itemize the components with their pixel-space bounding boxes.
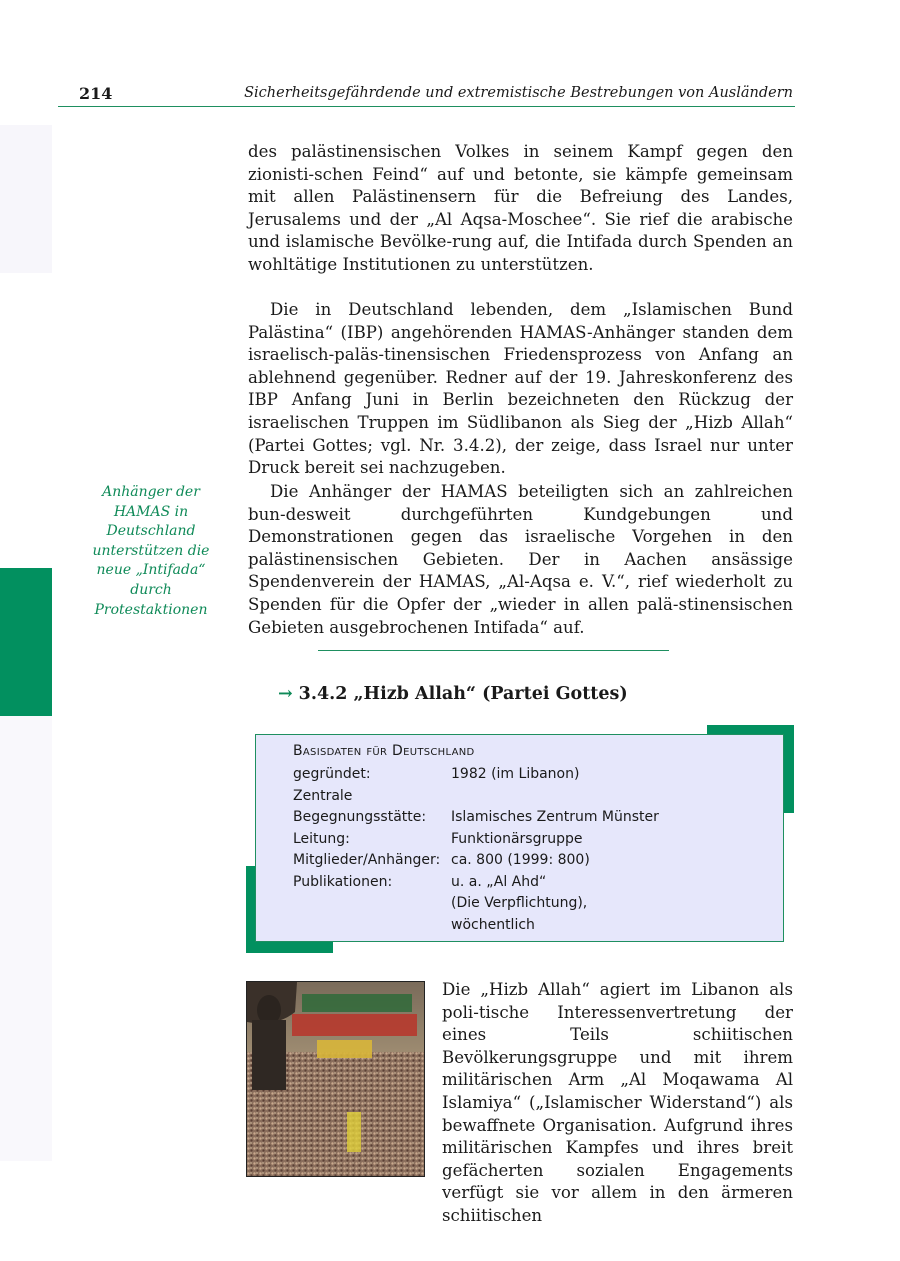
paragraph-2: Die in Deutschland lebenden, dem „Islamischen Bund Palästina“ (IBP) angehörenden HAMAS-Anhänger standen dem israelisch-paläs-tinensischen Friedensprozess von Anfang an ablehnend gegenüber. Redner auf der 19. Jahreskonferenz des IBP Anfang Juni in Berlin bezeichneten den Rückzug der israelischen Truppen im Südlibanon als Sieg der „Hizb Allah“ (Partei Gottes; vgl. Nr. 3.4.2), der zeige, dass Israel nur unter Druck bereit sei nachzugeben.: [248, 300, 793, 478]
row-value: ca. 800 (1999: 800): [451, 852, 590, 868]
basic-data-box: [255, 734, 784, 942]
row-label: Mitglieder/Anhänger:: [293, 852, 441, 868]
running-title: Sicherheitsgefährdende und extremistische Bestrebungen von Ausländern: [244, 85, 793, 101]
row-label: Leitung:: [293, 830, 350, 847]
rally-photo: [246, 981, 425, 1177]
row-label: gegründet:: [293, 766, 371, 782]
row-value: 1982 (im Libanon): [451, 766, 580, 782]
margin-strip-bottom: [0, 716, 52, 1161]
page-number: 214: [79, 84, 113, 103]
paragraph-3: Die Anhänger der HAMAS beteiligten sich an zahlreichen bun-desweit durchgeführten Kundgebungen und Demonstrationen gegen das israelische Vorgehen in den palästinensischen Gebieten. Der in Aachen ansässige Spendenverein der HAMAS, „Al-Aqsa e. V.“, rief wiederholt zu Spenden für die Opfer der „wieder in allen palä-stinensischen Gebieten ausgebrochenen Intifada“ auf.: [248, 482, 793, 637]
row-value: (Die Verpflichtung),: [451, 895, 588, 911]
header-divider: [58, 106, 795, 107]
box-title: Basisdaten für Deutschland: [293, 743, 475, 759]
crowd-image: [247, 982, 425, 1177]
row-value: Islamisches Zentrum Münster: [451, 809, 659, 825]
section-heading: [278, 684, 628, 704]
row-value: wöchentlich: [451, 916, 535, 933]
row-value: Funktionärsgruppe: [451, 830, 583, 847]
section-title: 3.4.2 „Hizb Allah“ (Partei Gottes): [298, 684, 628, 704]
arrow-right-icon: →: [278, 684, 293, 704]
row-value: u. a. „Al Ahd“: [451, 873, 547, 890]
bottom-paragraph: Die „Hizb Allah“ agiert im Libanon als poli-tische Interessenvertretung der eines Teils schiitischen Bevölkerungsgruppe und mit ihrem militärischen Arm „Al Moqawama Al Islamiya“ („Islamischer Widerstand“) als bewaffnete Organisation. Aufgrund ihres militärischen Kampfes und ihres breit gefächerten sozialen Engagements verfügt sie vor allem in den ärmeren schiitischen: [442, 980, 793, 1225]
row-label: Zentrale: [293, 787, 353, 804]
paragraph-1: des palästinensischen Volkes in seinem Kampf gegen den zionisti-schen Feind“ auf und betonte, sie kämpfe gemeinsam mit allen Palästinensern für die Befreiung des Landes, Jerusalems und der „Al Aqsa-Moschee“. Sie rief die arabische und islamische Bevölke-rung auf, die Intifada durch Spenden an wohltätige Institutionen zu unterstützen.: [248, 142, 793, 274]
margin-strip-top: [0, 125, 52, 273]
margin-note: Anhänger der HAMAS in Deutschland unterstützen die neue „Intifada“ durch Protestaktionen: [92, 484, 210, 618]
margin-marker-bar: [0, 568, 52, 716]
row-label: Begegnungsstätte:: [293, 809, 427, 825]
row-label: Publikationen:: [293, 873, 393, 890]
section-divider: [318, 650, 669, 651]
